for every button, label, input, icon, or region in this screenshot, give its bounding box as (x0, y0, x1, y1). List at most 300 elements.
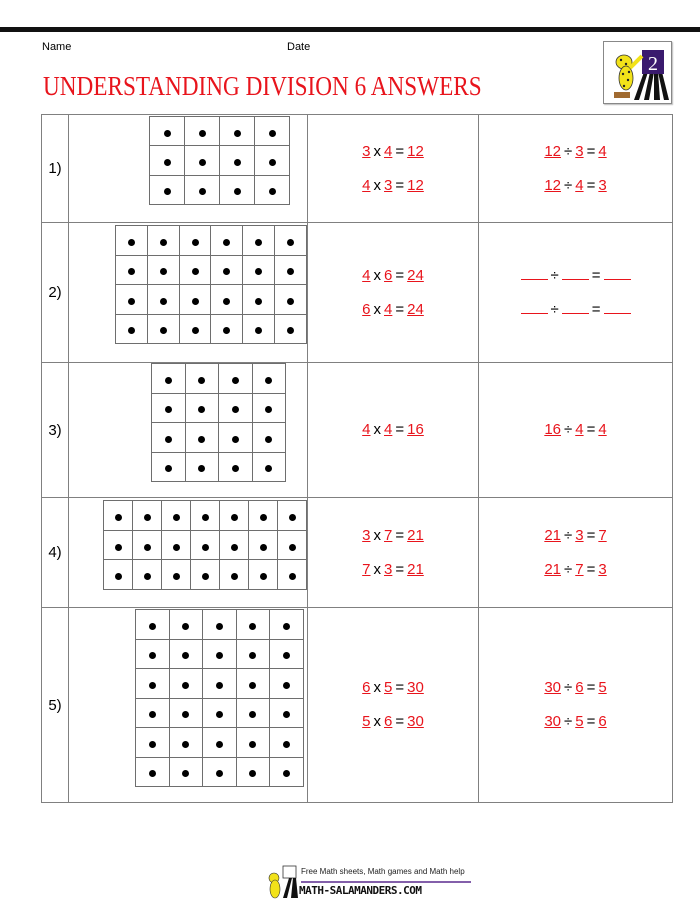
array-cell-box (185, 117, 220, 146)
dot-icon (192, 327, 199, 334)
math-salamanders-logo-icon (603, 41, 672, 104)
array-cell-box (152, 423, 186, 453)
dot-icon (198, 436, 205, 443)
multiplication-facts (308, 363, 479, 498)
dot-icon (192, 268, 199, 275)
factor-answer: 5 (362, 713, 371, 730)
dot-icon (216, 770, 223, 777)
dividend-answer: 30 (544, 713, 561, 730)
product-answer: 30 (407, 679, 424, 696)
quotient-answer: 4 (598, 421, 607, 438)
array-cell-box (162, 530, 191, 560)
array-cell-box (275, 285, 307, 315)
product-answer: 12 (407, 176, 424, 194)
dot-icon (128, 298, 135, 305)
dot-icon (260, 544, 267, 551)
array-cell-box (136, 639, 170, 669)
array-cell-box (270, 698, 304, 728)
multiplication-equation (308, 135, 478, 169)
divisor-answer: 5 (575, 713, 584, 730)
dot-icon (287, 327, 294, 334)
multiplication-equation (308, 519, 478, 553)
array-cell-box (185, 423, 219, 453)
dot-icon (198, 377, 205, 384)
problem-row (42, 608, 673, 803)
dividend-answer: 21 (544, 526, 561, 544)
dot-icon (223, 239, 230, 246)
dot-icon (231, 514, 238, 521)
quotient-answer: 4 (598, 142, 607, 160)
array-cell-box (185, 146, 220, 175)
division-facts (479, 498, 673, 608)
equals-symbol: = (586, 713, 596, 730)
divisor-answer: 3 (575, 526, 584, 544)
array-cell-box (116, 226, 148, 256)
array-cell-box (220, 175, 255, 204)
divisor-answer: 6 (575, 679, 584, 696)
dot-icon (128, 239, 135, 246)
array-cell-box (243, 314, 275, 344)
array-cell-box (270, 610, 304, 640)
multiplication-facts (308, 608, 479, 803)
multiplication-equation (308, 705, 478, 739)
array-cell-box (278, 560, 307, 590)
array-cell-box (136, 728, 170, 758)
dot-icon (223, 298, 230, 305)
factor-answer: 6 (362, 679, 371, 696)
multiplication-facts (308, 115, 479, 223)
dot-icon (216, 652, 223, 659)
problems-table (41, 114, 673, 803)
array-cell-box (211, 314, 243, 344)
array-cell-box (152, 452, 186, 482)
dot-icon (192, 298, 199, 305)
product-answer: 24 (407, 300, 424, 318)
divisor-answer: 4 (575, 176, 584, 194)
array-cell-box (203, 610, 237, 640)
array-cell-box (236, 639, 270, 669)
dot-icon (198, 406, 205, 413)
array-cell-box (211, 285, 243, 315)
multiplication-facts (308, 498, 479, 608)
equals-symbol: = (586, 679, 596, 696)
array-cell-box (252, 452, 286, 482)
dot-icon (287, 268, 294, 275)
dot-icon (216, 711, 223, 718)
times-symbol: x (373, 421, 382, 438)
factor-answer: 4 (384, 142, 393, 160)
multiplication-facts (308, 223, 479, 363)
array-cell-box (203, 698, 237, 728)
array-cell-box (249, 501, 278, 531)
problem-row (42, 363, 673, 498)
problem-row (42, 498, 673, 608)
array-cell-box (220, 530, 249, 560)
dot-icon (115, 544, 122, 551)
array-cell-box (162, 560, 191, 590)
array-cell-box (169, 757, 203, 787)
array-cell-box (270, 728, 304, 758)
equals-symbol: = (591, 300, 601, 318)
dividend-answer: 21 (544, 560, 561, 578)
array-cell-box (162, 501, 191, 531)
dot-icon (173, 573, 180, 580)
factor-answer: 4 (362, 176, 371, 194)
equals-symbol: = (395, 560, 405, 578)
array-cell-box (185, 452, 219, 482)
svg-text:2: 2 (648, 53, 658, 75)
array-cell-box (191, 501, 220, 531)
dot-icon (144, 544, 151, 551)
array-cell-box (136, 669, 170, 699)
factor-answer: 3 (384, 560, 393, 578)
factor-answer: 4 (362, 266, 371, 284)
quotient-answer: 6 (598, 713, 607, 730)
array-cell-box (236, 728, 270, 758)
equals-symbol: = (586, 176, 596, 194)
divide-symbol: ÷ (550, 266, 559, 284)
array-cell-box (116, 285, 148, 315)
equals-symbol: = (395, 679, 405, 696)
array-cell-box (252, 393, 286, 423)
dot-icon (202, 544, 209, 551)
product-answer: 21 (407, 526, 424, 544)
multiplication-equation (308, 553, 478, 587)
array-cell-box (136, 757, 170, 787)
factor-answer: 4 (362, 421, 371, 438)
dot-icon (223, 327, 230, 334)
divisor-answer: 4 (575, 421, 584, 438)
array-cell-box (243, 285, 275, 315)
dot-icon (199, 159, 206, 166)
footer-site: MATH-SALAMANDERS.COM (299, 884, 422, 897)
array-cell-box (270, 669, 304, 699)
equals-symbol: = (395, 266, 405, 284)
equals-symbol: = (591, 266, 601, 284)
dot-icon (249, 770, 256, 777)
array-cell-box (255, 146, 290, 175)
dividend-answer: 30 (544, 679, 561, 696)
factor-answer: 4 (384, 300, 393, 318)
division-facts (479, 608, 673, 803)
dividend-answer: 12 (544, 176, 561, 194)
problem-row (42, 223, 673, 363)
dot-icon (269, 188, 276, 195)
divisor-blank (562, 265, 589, 280)
product-answer: 16 (407, 421, 424, 438)
array-cell-box (116, 255, 148, 285)
equals-symbol: = (395, 713, 405, 730)
dot-icon (232, 465, 239, 472)
dot-icon (255, 298, 262, 305)
dot-icon (173, 514, 180, 521)
division-equation (479, 293, 672, 327)
dot-icon (198, 465, 205, 472)
dot-icon (231, 544, 238, 551)
division-equation (479, 671, 672, 705)
array-cell-box (203, 728, 237, 758)
dot-icon (249, 711, 256, 718)
dot-icon (255, 327, 262, 334)
array-cell-box (211, 226, 243, 256)
array-cell-box (255, 117, 290, 146)
dot-icon (260, 514, 267, 521)
dot-icon (289, 544, 296, 551)
array-cell-box (104, 501, 133, 531)
footer-tagline: Free Math sheets, Math games and Math help (301, 867, 465, 876)
factor-answer: 5 (384, 679, 393, 696)
dot-icon (249, 652, 256, 659)
dot-icon (283, 711, 290, 718)
dot-icon (249, 623, 256, 630)
dot-icon (232, 377, 239, 384)
array-cell-box (150, 146, 185, 175)
array-cell-box (179, 255, 211, 285)
dot-icon (164, 188, 171, 195)
array-cell-box (147, 255, 179, 285)
array-cell-box (236, 757, 270, 787)
dot-array-cell (69, 115, 308, 223)
dot-icon (165, 436, 172, 443)
dot-icon (164, 130, 171, 137)
dot-icon (234, 130, 241, 137)
division-facts (479, 363, 673, 498)
times-symbol: x (373, 560, 382, 578)
dot-icon (255, 239, 262, 246)
date-label: Date (287, 41, 311, 53)
problem-number: 3) (42, 363, 69, 498)
array-cell-box (275, 314, 307, 344)
dot-array (103, 500, 307, 590)
factor-answer: 6 (362, 300, 371, 318)
times-symbol: x (373, 713, 382, 730)
top-rule (0, 27, 700, 32)
array-cell-box (191, 530, 220, 560)
array-cell-box (169, 728, 203, 758)
divisor-answer: 3 (575, 142, 584, 160)
array-cell-box (179, 314, 211, 344)
dot-array-cell (69, 223, 308, 363)
quotient-answer: 3 (598, 176, 607, 194)
problem-number: 2) (42, 223, 69, 363)
multiplication-equation (308, 259, 478, 293)
product-answer: 24 (407, 266, 424, 284)
division-equation (479, 413, 672, 447)
dot-icon (149, 741, 156, 748)
array-cell-box (169, 639, 203, 669)
array-cell-box (252, 423, 286, 453)
dot-icon (149, 711, 156, 718)
dividend-blank (521, 265, 548, 280)
array-cell-box (211, 255, 243, 285)
array-cell-box (104, 560, 133, 590)
array-cell-box (203, 639, 237, 669)
array-cell-box (150, 117, 185, 146)
array-cell-box (275, 255, 307, 285)
math-salamanders-footer-logo-icon (265, 862, 475, 900)
product-answer: 21 (407, 560, 424, 578)
array-cell-box (203, 757, 237, 787)
equals-symbol: = (586, 526, 596, 544)
times-symbol: x (373, 526, 382, 544)
dot-icon (199, 188, 206, 195)
dot-icon (269, 130, 276, 137)
equals-symbol: = (395, 176, 405, 194)
equals-symbol: = (586, 421, 596, 438)
multiplication-equation (308, 413, 478, 447)
dot-icon (255, 268, 262, 275)
dot-icon (283, 741, 290, 748)
dot-icon (165, 465, 172, 472)
array-cell-box (219, 423, 253, 453)
quotient-blank (604, 265, 631, 280)
array-cell-box (278, 530, 307, 560)
array-cell-box (185, 393, 219, 423)
dot-array (149, 116, 290, 205)
array-cell-box (252, 364, 286, 394)
divide-symbol: ÷ (564, 713, 573, 730)
divide-symbol: ÷ (564, 176, 573, 194)
factor-answer: 3 (362, 526, 371, 544)
dot-icon (115, 514, 122, 521)
array-cell-box (220, 501, 249, 531)
times-symbol: x (373, 176, 382, 194)
dot-icon (149, 623, 156, 630)
dot-icon (182, 682, 189, 689)
dividend-answer: 16 (544, 421, 561, 438)
problem-number: 5) (42, 608, 69, 803)
factor-answer: 3 (362, 142, 371, 160)
dot-icon (287, 239, 294, 246)
dot-icon (144, 514, 151, 521)
dot-icon (232, 406, 239, 413)
array-cell-box (270, 639, 304, 669)
array-cell-box (152, 364, 186, 394)
dividend-answer: 12 (544, 142, 561, 160)
dot-array-cell (69, 498, 308, 608)
array-cell-box (179, 285, 211, 315)
divide-symbol: ÷ (564, 142, 573, 160)
multiplication-equation (308, 293, 478, 327)
array-cell-box (116, 314, 148, 344)
array-cell-box (249, 560, 278, 590)
dot-icon (265, 377, 272, 384)
factor-answer: 6 (384, 713, 393, 730)
array-cell-box (152, 393, 186, 423)
division-equation (479, 259, 672, 293)
multiplication-equation (308, 671, 478, 705)
array-cell-box (133, 530, 162, 560)
array-cell-box (185, 175, 220, 204)
quotient-blank (604, 299, 631, 314)
divisor-answer: 7 (575, 560, 584, 578)
array-cell-box (219, 364, 253, 394)
dot-icon (202, 573, 209, 580)
equals-symbol: = (586, 142, 596, 160)
dot-icon (165, 406, 172, 413)
times-symbol: x (373, 679, 382, 696)
page-title: UNDERSTANDING DIVISION 6 ANSWERS (43, 71, 482, 101)
array-cell-box (147, 226, 179, 256)
factor-answer: 6 (384, 266, 393, 284)
dot-icon (202, 514, 209, 521)
factor-answer: 4 (384, 421, 393, 438)
dot-icon (182, 711, 189, 718)
dot-array-cell (69, 608, 308, 803)
dividend-blank (521, 299, 548, 314)
array-cell-box (219, 393, 253, 423)
dot-icon (283, 652, 290, 659)
dot-icon (165, 377, 172, 384)
problem-row (42, 115, 673, 223)
dot-icon (287, 298, 294, 305)
dot-icon (115, 573, 122, 580)
array-cell-box (147, 285, 179, 315)
dot-icon (283, 682, 290, 689)
dot-icon (283, 623, 290, 630)
dot-icon (265, 436, 272, 443)
dot-icon (265, 465, 272, 472)
factor-answer: 7 (384, 526, 393, 544)
dot-icon (265, 406, 272, 413)
name-label: Name (42, 41, 72, 53)
dot-icon (182, 770, 189, 777)
quotient-answer: 7 (598, 526, 607, 544)
dot-icon (216, 741, 223, 748)
division-equation (479, 135, 672, 169)
equals-symbol: = (395, 526, 405, 544)
division-facts (479, 115, 673, 223)
dot-icon (173, 544, 180, 551)
array-cell-box (249, 530, 278, 560)
array-cell-box (236, 610, 270, 640)
equals-symbol: = (586, 560, 596, 578)
array-cell-box (255, 175, 290, 204)
array-cell-box (104, 530, 133, 560)
factor-answer: 3 (384, 176, 393, 194)
array-cell-box (270, 757, 304, 787)
dot-icon (260, 573, 267, 580)
dot-icon (283, 770, 290, 777)
array-cell-box (136, 610, 170, 640)
dot-icon (128, 268, 135, 275)
dot-icon (182, 652, 189, 659)
product-answer: 30 (407, 713, 424, 730)
array-cell-box (150, 175, 185, 204)
divide-symbol: ÷ (564, 679, 573, 696)
array-cell-box (185, 364, 219, 394)
dot-icon (144, 573, 151, 580)
multiplication-equation (308, 169, 478, 203)
dot-icon (234, 159, 241, 166)
divide-symbol: ÷ (564, 421, 573, 438)
array-cell-box (191, 560, 220, 590)
dot-icon (149, 770, 156, 777)
array-cell-box (133, 560, 162, 590)
array-cell-box (147, 314, 179, 344)
dot-icon (234, 188, 241, 195)
dot-icon (149, 682, 156, 689)
dot-icon (160, 298, 167, 305)
array-cell-box (136, 698, 170, 728)
division-facts (479, 223, 673, 363)
array-cell-box (236, 698, 270, 728)
division-equation (479, 169, 672, 203)
divide-symbol: ÷ (550, 300, 559, 318)
product-answer: 12 (407, 142, 424, 160)
equals-symbol: = (395, 300, 405, 318)
dot-icon (289, 573, 296, 580)
